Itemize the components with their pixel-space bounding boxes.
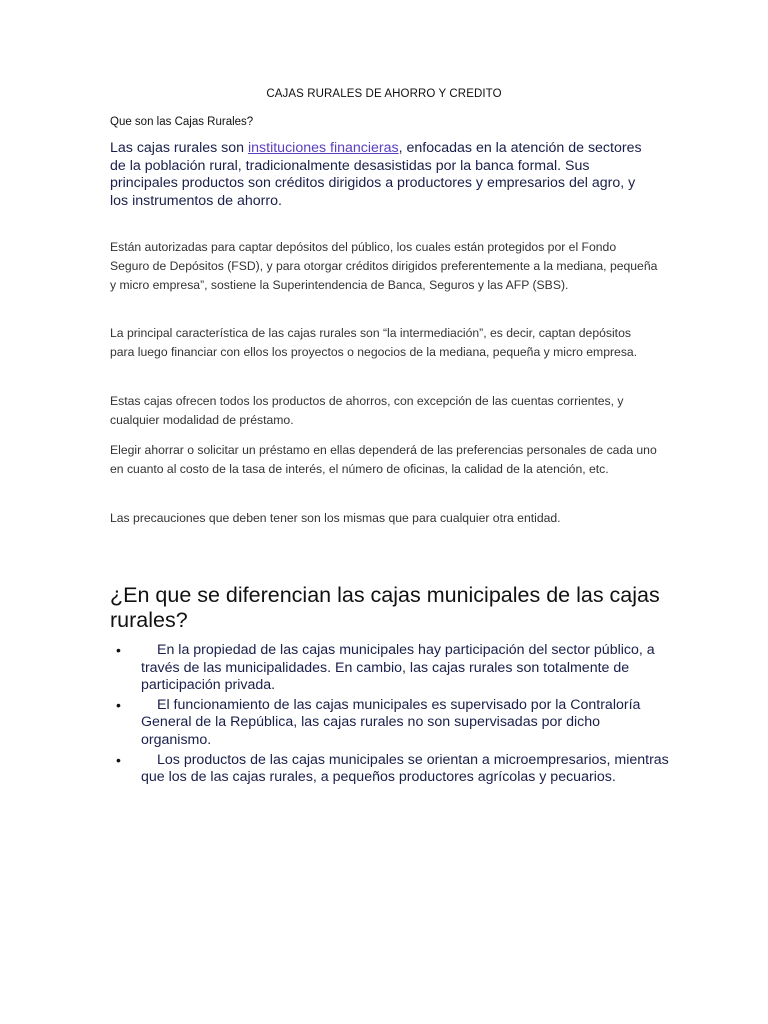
- intro-paragraph: [110, 140, 655, 210]
- paragraph-3: Estas cajas ofrecen todos los productos de ahorros, con excepción de las cuentas corrientes, y cualquier modalidad de préstamo.: [110, 394, 624, 427]
- list-item: [110, 697, 670, 750]
- intro-text-end: , enfocadas en la atención de sectores de la población rural, tradicionalmente desasistidas por la banca formal. Sus principales productos son créditos dirigidos a productores y empresarios del agro, y los instrumentos de ahorro.: [110, 140, 642, 209]
- differences-heading: ¿En que se diferencian las cajas municipales de las cajas rurales?: [110, 583, 660, 632]
- bullet-icon: •: [116, 751, 121, 768]
- differences-list: [110, 642, 670, 789]
- list-item-text: Los productos de las cajas municipales se orientan a microempresarios, mientras que los de las cajas rurales, a pequeños productores agrícolas y pecuarios.: [141, 751, 669, 786]
- list-item: [110, 642, 670, 695]
- list-item-text: El funcionamiento de las cajas municipales es supervisado por la Contraloría General de la República, las cajas rurales no son supervisadas por dicho organismo.: [141, 696, 641, 748]
- bullet-icon: •: [116, 642, 121, 658]
- list-item: [110, 752, 670, 787]
- instituciones-financieras-link[interactable]: instituciones financieras: [248, 140, 399, 156]
- bullet-icon: •: [116, 696, 121, 713]
- list-item-text: En la propiedad de las cajas municipales hay participación del sector público, a través de las municipalidades. En cambio, las cajas rurales son totalmente de participación privada.: [141, 642, 655, 694]
- paragraph-5: Las precauciones que deben tener son los mismas que para cualquier otra entidad.: [110, 511, 561, 525]
- intro-text-start: Las cajas rurales son: [110, 140, 249, 156]
- paragraph-4: Elegir ahorrar o solicitar un préstamo en ellas dependerá de las preferencias personales de cada uno en cuanto al costo de la tasa de interés, el número de oficinas, la calidad de la atención, etc.: [110, 443, 657, 476]
- document-title: CAJAS RURALES DE AHORRO Y CREDITO: [266, 88, 502, 100]
- section-subtitle: Que son las Cajas Rurales?: [110, 116, 254, 128]
- paragraph-1: Están autorizadas para captar depósitos del público, los cuales están protegidos por el Fondo Seguro de Depósitos (FSD), y para otorgar créditos dirigidos preferentemente a la mediana, pequeña y micro empresa”, sostiene la Superintendencia de Banca, Seguros y las AFP (SBS).: [110, 240, 658, 292]
- paragraph-2: La principal característica de las cajas rurales son “la intermediación”, es decir, captan depósitos para luego financiar con ellos los proyectos o negocios de la mediana, pequeña y micro empresa.: [110, 326, 638, 359]
